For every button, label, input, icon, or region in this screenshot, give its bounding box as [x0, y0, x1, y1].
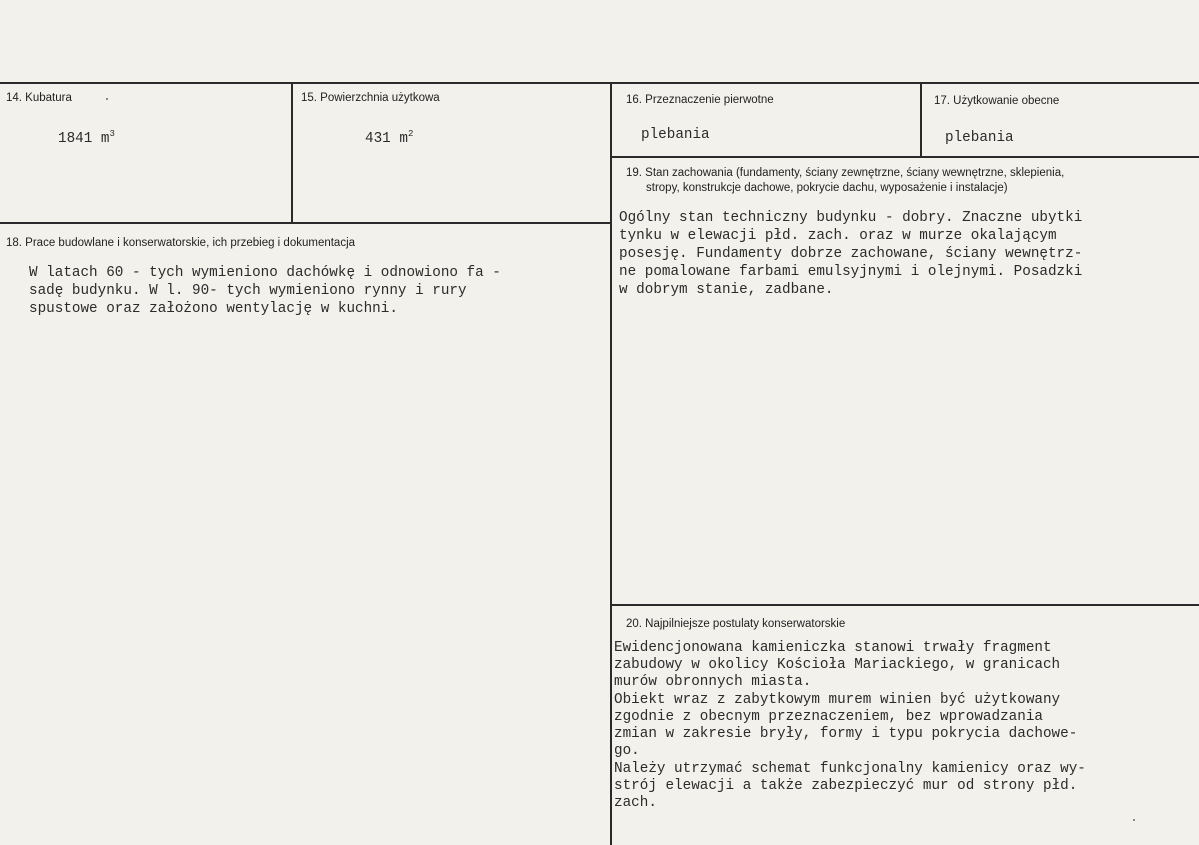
kubatura-unit-exp: 3	[109, 129, 115, 139]
uzytkowanie-label: 17. Użytkowanie obecne	[934, 95, 1060, 107]
przeznaczenie-label: 16. Przeznaczenie pierwotne	[626, 94, 774, 106]
postulaty-line: zabudowy w okolicy Kościoła Mariackiego, w granicach	[614, 657, 1061, 673]
stan-line: w dobrym stanie, zadbane.	[619, 282, 834, 298]
postulaty-line: Należy utrzymać schemat funkcjonalny kamienicy oraz wy-	[614, 761, 1086, 777]
stan-line: ne pomalowane farbami emulsyjnymi i olejnymi. Posadzki	[619, 264, 1083, 280]
prace-line: W latach 60 - tych wymieniono dachówkę i odnowiono fa -	[29, 265, 501, 281]
rule-under-14-15	[0, 222, 612, 224]
powierzchnia-unit-exp: 2	[407, 129, 414, 139]
divider-main	[610, 82, 612, 845]
postulaty-line: Obiekt wraz z zabytkowym murem winien być użytkowany	[614, 692, 1061, 708]
powierzchnia-number: 431	[365, 131, 391, 147]
prace-budowlane-label: 18. Prace budowlane i konserwatorskie, ich przebieg i dokumentacja	[6, 237, 356, 249]
kubatura-number: 1841	[58, 131, 93, 147]
top-rule	[0, 82, 1199, 84]
kubatura-label: 14. Kubatura	[6, 92, 72, 104]
rule-above-20	[612, 604, 1199, 606]
prace-line: sadę budynku. W l. 90- tych wymieniono rynny i rury	[29, 283, 467, 299]
przeznaczenie-value: plebania	[641, 127, 710, 143]
kubatura-value	[58, 126, 115, 148]
postulaty-line: strój elewacji a także zabezpieczyć mur od strony płd.	[614, 778, 1078, 794]
postulaty-label: 20. Najpilniejsze postulaty konserwatorskie	[626, 618, 846, 630]
scan-speck	[106, 98, 108, 100]
stan-line: posesję. Fundamenty dobrze zachowane, ściany wewnętrz-	[619, 246, 1083, 262]
rule-under-16-17	[612, 156, 1199, 158]
divider-16-17	[920, 82, 922, 157]
kubatura-unit: m	[100, 131, 110, 147]
prace-line: spustowe oraz założono wentylację w kuchni.	[29, 301, 398, 317]
uzytkowanie-value: plebania	[945, 130, 1014, 146]
scan-speck	[1133, 819, 1135, 821]
postulaty-line: zach.	[614, 795, 657, 811]
powierzchnia-unit: m	[399, 131, 408, 147]
powierzchnia-label: 15. Powierzchnia użytkowa	[301, 92, 440, 104]
postulaty-line: murów obronnych miasta.	[614, 674, 812, 690]
postulaty-line: zmian w zakresie bryły, formy i typu pokrycia dachowe-	[614, 726, 1078, 742]
postulaty-line: go.	[614, 743, 640, 759]
divider-14-15	[291, 82, 293, 223]
stan-line: tynku w elewacji płd. zach. oraz w murze okalającym	[619, 228, 1057, 244]
stan-line: Ogólny stan techniczny budynku - dobry. Znaczne ubytki	[619, 210, 1083, 226]
powierzchnia-value	[365, 126, 413, 148]
stan-zachowania-label-2: stropy, konstrukcje dachowe, pokrycie dachu, wyposażenie i instalacje)	[646, 182, 1008, 194]
stan-zachowania-label-1: 19. Stan zachowania (fundamenty, ściany zewnętrzne, ściany wewnętrzne, sklepienia,	[626, 167, 1065, 179]
postulaty-line: zgodnie z obecnym przeznaczeniem, bez wprowadzania	[614, 709, 1043, 725]
postulaty-line: Ewidencjonowana kamieniczka stanowi trwały fragment	[614, 640, 1052, 656]
